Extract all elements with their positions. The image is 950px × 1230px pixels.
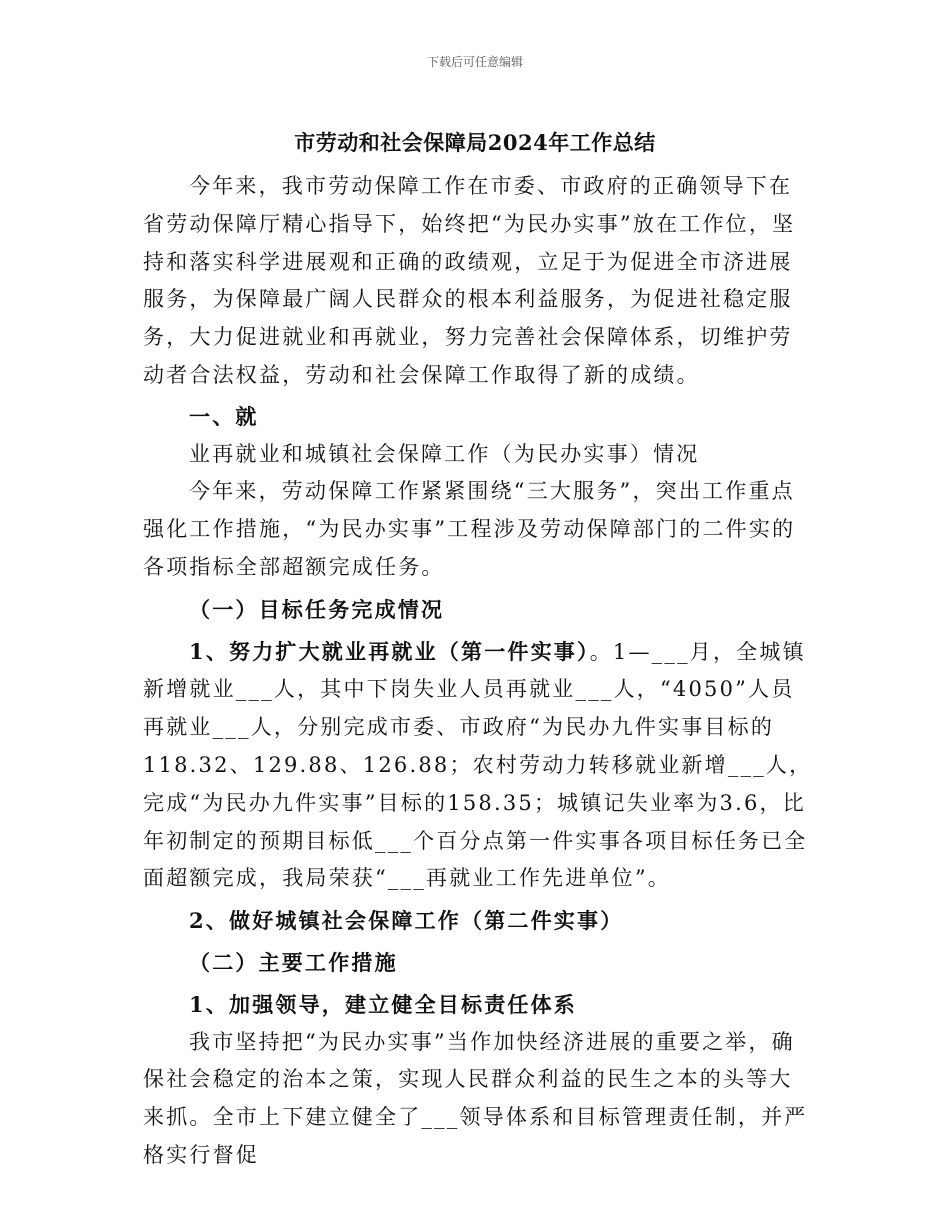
- item-3-title: 1、加强领导，建立健全目标责任体系: [189, 991, 578, 1017]
- subsection-heading-1: （一）目标任务完成情况: [189, 596, 445, 622]
- item-1-paragraph: [143, 633, 813, 899]
- document-body: [143, 168, 813, 1175]
- document-title: 市劳动和社会保障局2024年工作总结: [294, 130, 656, 155]
- subsection-heading-2: （二）主要工作措施: [189, 949, 398, 975]
- item-1-title: 1、努力扩大就业再就业（第一件实事）: [189, 638, 590, 664]
- closing-paragraph: 我市坚持把“为民办实事”当作加快经济进展的重要之举，确保社会稳定的治本之策，实现人民群众利益的民生之本的头等大来抓。全市上下建立健全了___领导体系和目标管理责任制，并严格实行督促: [143, 1029, 808, 1167]
- section-heading-1: 一、就: [189, 403, 259, 429]
- section-heading-1-continuation: 业再就业和城镇社会保障工作（为民办实事）情况: [189, 441, 700, 466]
- section-paragraph: 今年来，劳动保障工作紧紧围绕“三大服务”，突出工作重点强化工作措施，“为民办实事”工程涉及劳动保障部门的二件实的各项指标全部超额完成任务。: [143, 479, 796, 579]
- page-header-note: 下载后可任意编辑: [426, 55, 523, 69]
- item-2-title: 2、做好城镇社会保障工作（第二件实事）: [189, 908, 624, 934]
- intro-paragraph: 今年来，我市劳动保障工作在市委、市政府的正确领导下在省劳动保障厅精心指导下，始终把“为民办实事”放在工作位，坚持和落实科学进展观和正确的政绩观，立足于为促进全市济进展服务，为保障最广阔人民群众的根本利益服务，为促进社稳定服务，大力促进就业和再就业，努力完善社会保障体系，切维护劳动者合法权益，劳动和社会保障工作取得了新的成绩。: [143, 174, 796, 387]
- item-1-text: 。1—___月，全城镇新增就业___人，其中下岗失业人员再就业___人，“4050”人员再就业___人，分别完成市委、市政府“为民办九件实事目标的118.32、129.88、126.88；农村劳动力转移就业新增___人，完成“为民办九件实事”目标的158.35；城镇记失业率为3.6，比年初制定的预期目标低___个百分点第一件实事各项目标任务已全面超额完成，我局荣获“___再就业工作先进单位”。: [143, 639, 813, 891]
